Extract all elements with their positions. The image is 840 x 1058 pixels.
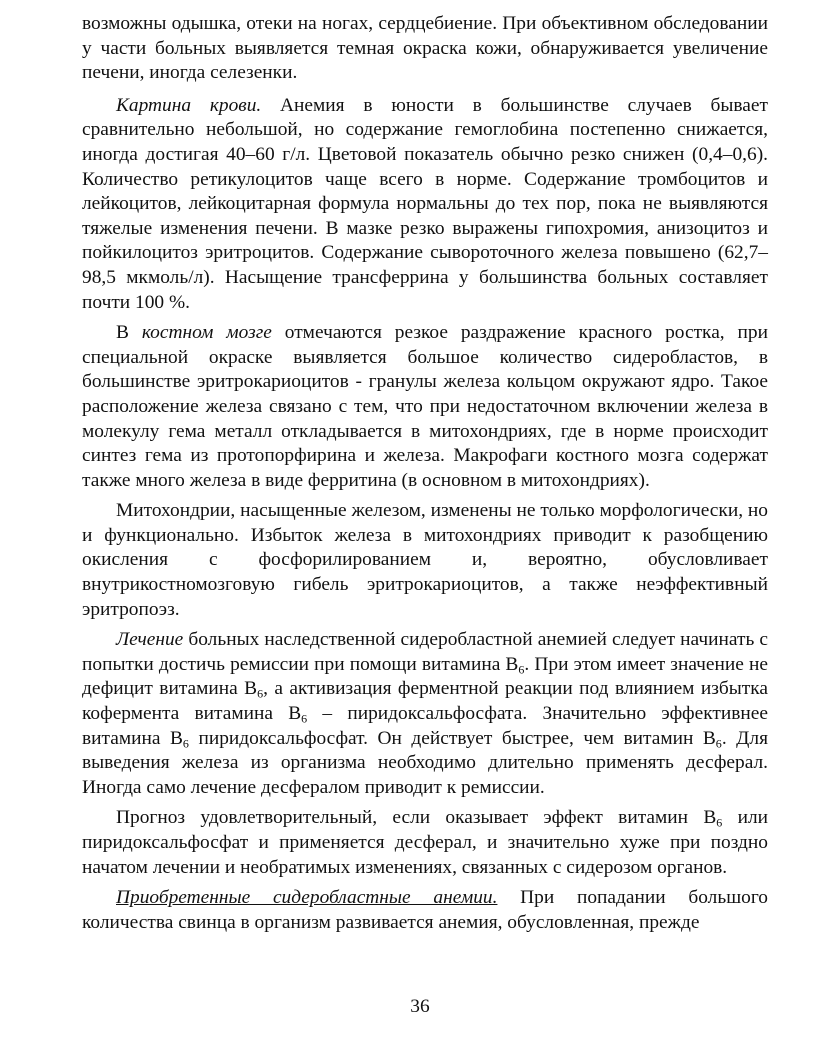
page-number: 36 <box>410 996 430 1017</box>
subscript: 6 <box>301 711 308 726</box>
paragraph-text: возможны одышка, отеки на ногах, сердцебиение. При объективном обследовании у части больных выявляется темная окраска кожи, обнаруживается увеличение печени, иногда селезенки. <box>82 13 768 84</box>
subscript: 6 <box>716 816 723 830</box>
subscript: 6 <box>182 736 189 751</box>
subscript: 6 <box>257 687 264 702</box>
paragraph-heading-italic: костном мозге <box>141 322 272 344</box>
paragraph-text: отмечаются резкое раздражение красного ростка, при специальной окраске выявляется большое количество сидеробластов, в большинстве эритрокариоцитов - гранулы железа кольцом окружают ядро. Такое расположение железа связано с тем, что при недостаточном включении железа в молекулу гема металл откладывается в митохондриях, где в норме происходит синтез гема из протопорфирина и железа. Макрофаги костного мозга содержат также много железа в виде ферритина (в основном в митохондриях). <box>82 322 768 491</box>
paragraph-text: , а активизация ферментной реакции под влиянием избытка кофермента витамина В <box>82 678 768 725</box>
paragraph-mitochondria <box>82 499 768 622</box>
paragraph-prognosis <box>82 806 768 880</box>
subscript: 6 <box>518 662 525 677</box>
paragraph-symptoms <box>82 12 768 86</box>
paragraph-text: – пиридоксальфосфата. Значительно эффективнее витамина В <box>82 703 768 749</box>
paragraph-heading-italic: Картина крови. <box>116 94 262 116</box>
paragraph-text: пиридоксальфосфат. Он действует быстрее, чем витамин В <box>188 727 716 749</box>
paragraph-text: . Для выведения железа из организма необходимо длительно применять десферал. Иногда само лечение десфералом приводит к ремиссии. <box>82 727 768 798</box>
subscript: 6 <box>715 736 722 751</box>
paragraph-text: Митохондрии, насыщенные железом, изменены не только морфологически, но и функционально. Избыток железа в митохондриях приводит к разобщению окисления с фосфорилированием и, вероятно, обусловливает внутрикостномозговую гибель эритрокариоцитов, а также неэффективный эритропоэз. <box>82 500 768 620</box>
paragraph-text: . При этом имеет значение не дефицит витамина В <box>82 653 768 700</box>
paragraph-text: Прогноз удовлетворительный, если оказывает эффект витамин В <box>116 807 717 829</box>
paragraph-text: больных наследственной сидеробластной анемией следует начинать с попытки достичь ремиссии при помощи витамина В <box>82 629 768 675</box>
paragraph-text: При попадании большого количества свинца в организм развивается анемия, обусловленная, прежде <box>82 887 768 933</box>
paragraph-text-prefix: В <box>116 322 142 344</box>
paragraph-heading-italic: Лечение <box>116 629 184 651</box>
paragraph-text: или пиридоксальфосфат и применяется десферал, и значительно хуже при поздно начатом лечении и необратимых изменениях, связанных с сидерозом органов. <box>82 807 769 878</box>
paragraph-treatment <box>82 628 768 800</box>
paragraph-heading-underlined: Приобретенные сидеробластные анемии. <box>116 887 498 909</box>
paragraph-text: Анемия в юности в большинстве случаев бывает сравнительно небольшой, но содержание гемоглобина постепенно снижается, иногда достигая 40–60 г/л. Цветовой показатель обычно резко снижен (0,4–0,6). Количество ретикулоцитов чаще всего в норме. Содержание тромбоцитов и лейкоцитов, лейкоцитарная формула нормальны до тех пор, пока не выявляются тяжелые изменения печени. В мазке резко выражены гипохромия, анизоцитоз и пойкилоцитоз эритроцитов. Содержание сывороточного железа повышено (62,7–98,5 мкмоль/л). Насыщение трансферрина у большинства больных составляет почти 100 %. <box>82 94 768 313</box>
paragraph-bone-marrow <box>82 321 768 493</box>
paragraph-blood-picture <box>82 94 768 315</box>
paragraph-acquired-anemias <box>82 886 768 935</box>
